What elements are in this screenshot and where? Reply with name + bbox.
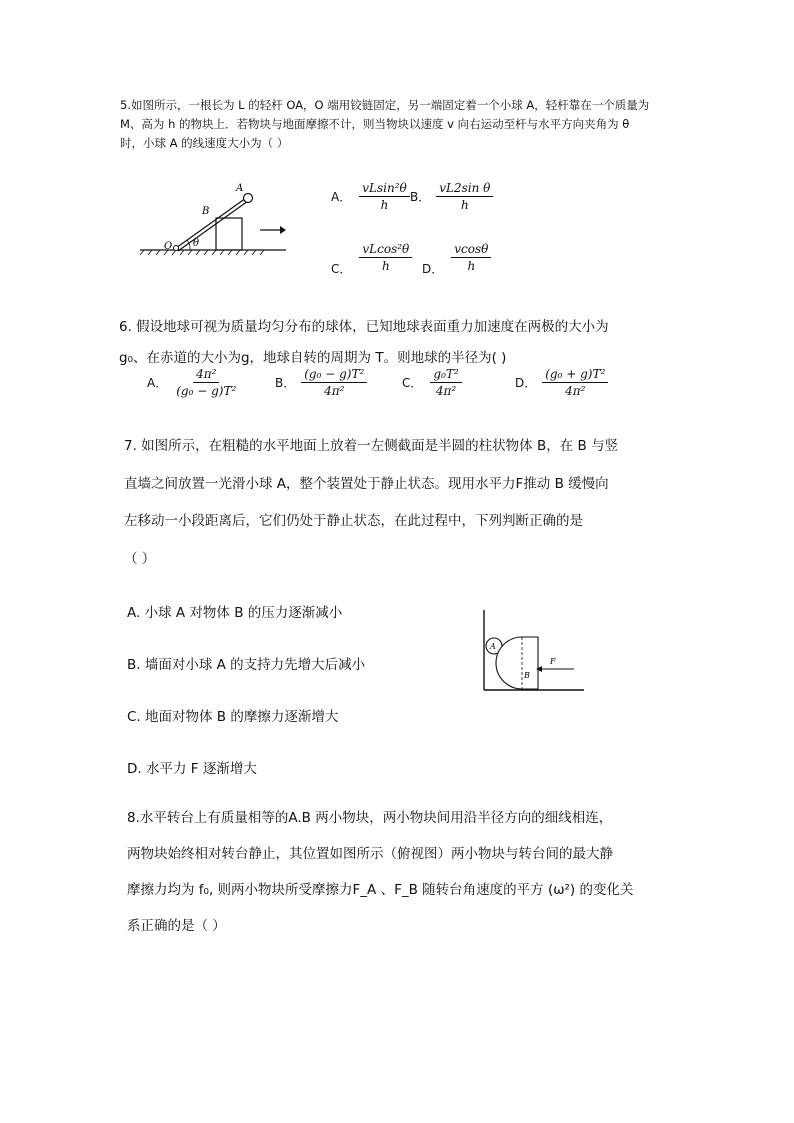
q6-line-1: 6. 假设地球可视为质量均匀分布的球体，已知地球表面重力加速度在两极的大小为: [119, 319, 609, 335]
q5-option-c[interactable]: [331, 238, 412, 277]
q5-option-c-numerator: vLcos²θ: [359, 241, 412, 258]
q5-option-d-denominator: h: [467, 259, 476, 273]
question-7-text: [124, 428, 684, 578]
q5-label-theta: θ: [193, 238, 200, 249]
q5-option-b-denominator: h: [460, 198, 469, 212]
q7-figure: [478, 606, 588, 694]
q8-line-3: 摩擦力均为 f₀, 则两小物块所受摩擦力F_A 、F_B 随转台角速度的平方 (ω²) 的变化关: [127, 882, 634, 898]
q7-label-A: A: [490, 642, 496, 651]
q5-label-B: B: [202, 206, 210, 217]
question-6-text: [119, 312, 699, 374]
q5-option-d-label: D．: [422, 262, 444, 276]
q5-line-1: 5.如图所示，一根长为 L 的轻杆 OA，O 端用铰链固定，另一端固定着一个小球 A，轻杆靠在一个质量为: [120, 98, 650, 112]
q8-line-1: 8.水平转台上有质量相等的A.B 两小物块，两小物块间用沿半径方向的细线相连，: [127, 810, 613, 826]
q5-option-b-numerator: vL2sin θ: [436, 180, 493, 197]
question-8-text: [127, 800, 687, 944]
q5-option-b[interactable]: [410, 180, 493, 213]
q7-line-2: 直墙之间放置一光滑小球 A，整个装置处于静止状态。现用水平力F推动 B 缓慢向: [124, 475, 609, 492]
q6-option-a[interactable]: [147, 366, 239, 399]
q6-option-b[interactable]: [275, 366, 367, 399]
q6-option-a-label: A．: [147, 376, 168, 390]
q7-line-3: 左移动一小段距离后，它们仍处于静止状态，在此过程中，下列判断正确的是: [124, 513, 583, 529]
q5-option-c-denominator: h: [381, 259, 390, 273]
q7-label-B: B: [524, 671, 530, 680]
q7-option-c[interactable]: C. 地面对物体 B 的摩擦力逐渐增大: [127, 709, 339, 725]
q8-line-2: 两物块始终相对转台静止，其位置如图所示（俯视图）两小物块与转台间的最大静: [127, 846, 613, 862]
q6-option-a-numerator: 4π²: [193, 366, 219, 383]
q6-line-2: g₀、在赤道的大小为g，地球自转的周期为 T。则地球的半径为( ): [119, 350, 507, 366]
q6-option-b-denominator: 4π²: [324, 384, 345, 398]
q5-option-c-label: C．: [331, 262, 352, 276]
q6-option-c-label: C．: [402, 376, 423, 390]
q6-option-d-label: D．: [515, 376, 537, 390]
q5-option-a-denominator: h: [380, 198, 389, 212]
q6-option-b-numerator: (g₀ − g)T²: [301, 366, 367, 383]
q7-option-b[interactable]: B. 墙面对小球 A 的支持力先增大后减小: [127, 657, 366, 673]
q5-option-d-numerator: vcosθ: [451, 241, 491, 258]
q7-line-4: （ ）: [124, 550, 156, 567]
q5-line-3: 时，小球 A 的线速度大小为（ ）: [120, 136, 289, 150]
q6-option-d[interactable]: [515, 366, 608, 399]
q5-option-d[interactable]: [422, 238, 491, 277]
q6-option-d-denominator: 4π²: [565, 384, 586, 398]
q7-option-a[interactable]: A. 小球 A 对物体 B 的压力逐渐减小: [127, 605, 343, 621]
q6-option-b-label: B．: [275, 376, 296, 390]
q5-line-2: M、高为 h 的物块上．若物块与地面摩擦不计，则当物块以速度 v 向右运动至杆与水平方向夹角为 θ: [120, 117, 630, 131]
q5-figure: [136, 178, 296, 258]
q5-option-a-label: A．: [331, 190, 352, 204]
q6-option-a-denominator: (g₀ − g)T²: [176, 384, 237, 398]
q5-option-a[interactable]: [331, 180, 410, 213]
q6-option-c[interactable]: [402, 366, 462, 399]
q6-option-c-denominator: 4π²: [435, 384, 457, 398]
q6-option-c-numerator: g₀T²: [430, 366, 461, 383]
q5-option-a-numerator: vLsin²θ: [359, 180, 410, 197]
q6-option-d-numerator: (g₀ + g)T²: [542, 366, 608, 383]
q8-line-4: 系正确的是（ ）: [127, 918, 226, 934]
q7-option-d[interactable]: D. 水平力 F 逐渐增大: [127, 761, 257, 777]
question-5-text: [120, 96, 680, 153]
q7-line-1: 7. 如图所示，在粗糙的水平地面上放着一左侧截面是半圆的柱状物体 B，在 B 与竖: [124, 438, 619, 454]
q5-label-O: O: [164, 241, 173, 252]
q5-label-A: A: [236, 183, 244, 194]
q7-label-F: F: [550, 657, 556, 666]
q5-option-b-label: B．: [410, 190, 431, 204]
